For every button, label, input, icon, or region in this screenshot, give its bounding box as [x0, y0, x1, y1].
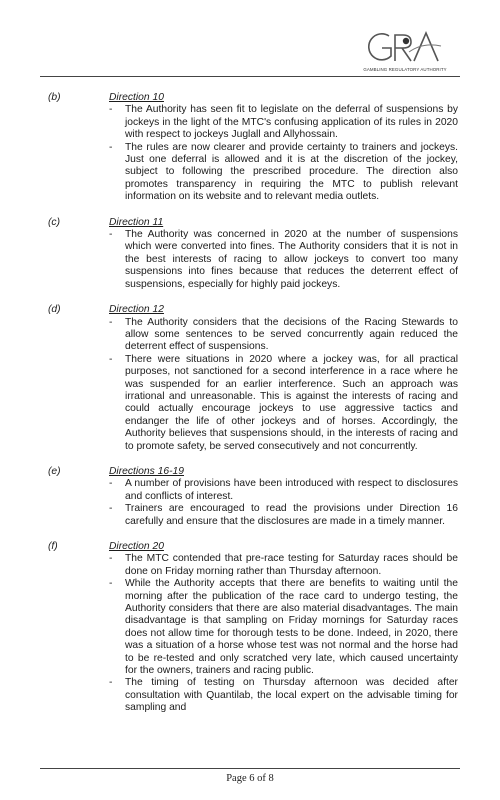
dash-icon: -	[109, 229, 113, 241]
dash-icon: -	[109, 104, 113, 116]
bullet-item	[78, 142, 458, 204]
dash-icon: -	[109, 503, 113, 515]
bullet-text: The rules are now clearer and provide certainty to trainers and jockeys. Just one deferral is allowed and it is at the discretion of the jockey, subject to following the prescribed procedure. The direction also promotes transparency in requiring the MTC to publish relevant information on its website and to relevant media outlets.	[125, 141, 458, 203]
bullet-item	[78, 478, 458, 503]
section-title: Direction 11	[109, 216, 164, 228]
section-4	[48, 465, 458, 528]
section-letter: (d)	[48, 304, 61, 316]
bullet-item	[78, 553, 458, 578]
section-title: Directions 16-19	[109, 465, 184, 477]
bullet-text: Trainers are encouraged to read the provisions under Direction 16 carefully and ensure that the disclosures are made in a timely manner.	[125, 503, 458, 527]
section-2	[48, 216, 458, 291]
bullet-text: The Authority considers that the decisions of the Racing Stewards to allow some sentences to be served concurrently again reduced the deterrent effect of suspensions.	[125, 316, 458, 353]
bullet-item	[78, 503, 458, 528]
bullet-text: The timing of testing on Thursday afternoon was decided after consultation with Quantilab, the local expert on the advisable timing for sampling and	[125, 677, 458, 714]
bullet-item	[78, 354, 458, 453]
bullet-item	[78, 677, 458, 714]
page-header	[40, 20, 460, 80]
dash-icon: -	[109, 316, 113, 328]
section-letter: (b)	[48, 92, 61, 103]
logo-caption: GAMBLING REGULATORY AUTHORITY	[363, 67, 447, 72]
footer-divider	[40, 768, 460, 769]
bullet-list	[78, 553, 458, 714]
bullet-text: While the Authority accepts that there are benefits to waiting until the morning after the publication of the race card to undergo testing, the Authority considers that there are also material disadvantages. The main disadvantage is that sampling on Friday mornings for Saturday races does not allow time for thorough tests to be done. Indeed, in 2020, there was a situation of a horse whose test was not normal and the horse had to be re-tested and only scratched very late, which caused uncertainty for the owners, trainers and racing public.	[125, 578, 458, 677]
page-number: Page 6 of 8	[226, 773, 274, 784]
bullet-text: The MTC contended that pre-race testing for Saturday races should be done on Friday morning rather than Thursday afternoon.	[125, 553, 458, 577]
bullet-list	[78, 478, 458, 528]
gra-logo	[350, 28, 460, 80]
section-letter: (c)	[48, 216, 61, 228]
header-divider	[40, 76, 460, 77]
bullet-text: A number of provisions have been introduced with respect to disclosures and conflicts of interest.	[125, 478, 458, 502]
section-letter: (e)	[48, 465, 61, 477]
section-1	[48, 92, 458, 204]
document-body	[48, 92, 458, 728]
section-3	[48, 304, 458, 453]
section-title: Direction 10	[109, 92, 164, 103]
bullet-list	[78, 317, 458, 453]
dash-icon: -	[109, 141, 113, 153]
bullet-list	[78, 104, 458, 203]
dash-icon: -	[109, 353, 113, 365]
bullet-item	[78, 104, 458, 141]
dash-icon: -	[109, 553, 113, 565]
dash-icon: -	[109, 478, 113, 490]
bullet-text: The Authority has seen fit to legislate on the deferral of suspensions by jockeys in the light of the MTC's confusing application of its rules in 2020 with respect to jockeys Juglall and Allyhossain.	[125, 104, 458, 141]
dash-icon: -	[109, 677, 113, 689]
section-title: Direction 20	[109, 541, 164, 552]
bullet-text: There were situations in 2020 where a jockey was, for all practical purposes, not sanctioned for a second interference in a race where he was suspended for an earlier interference. Such an approach was irrational and unreasonable. This is against the interests of racing and could actually encourage jockeys to use aggressive tactics and endanger the life of other jockeys and of horses. Accordingly, the Authority believes that suspensions should, in the interests of racing and to promote safety, be served consecutively and not concurrently.	[125, 353, 458, 452]
section-5	[48, 541, 458, 715]
bullet-item	[78, 317, 458, 354]
bullet-list	[78, 229, 458, 291]
bullet-item	[78, 229, 458, 291]
bullet-item	[78, 578, 458, 677]
section-title: Direction 12	[109, 304, 164, 316]
dash-icon: -	[109, 578, 113, 590]
bullet-text: The Authority was concerned in 2020 at the number of suspensions which were converted into fines. The Authority considers that it is not in the best interests of racing to allow jockeys to convert too many suspensions into fines because that reduces the deterrent effect of suspensions, especially for highly paid jockeys.	[125, 229, 458, 290]
gra-logo-icon	[365, 28, 445, 66]
section-letter: (f)	[48, 541, 58, 552]
